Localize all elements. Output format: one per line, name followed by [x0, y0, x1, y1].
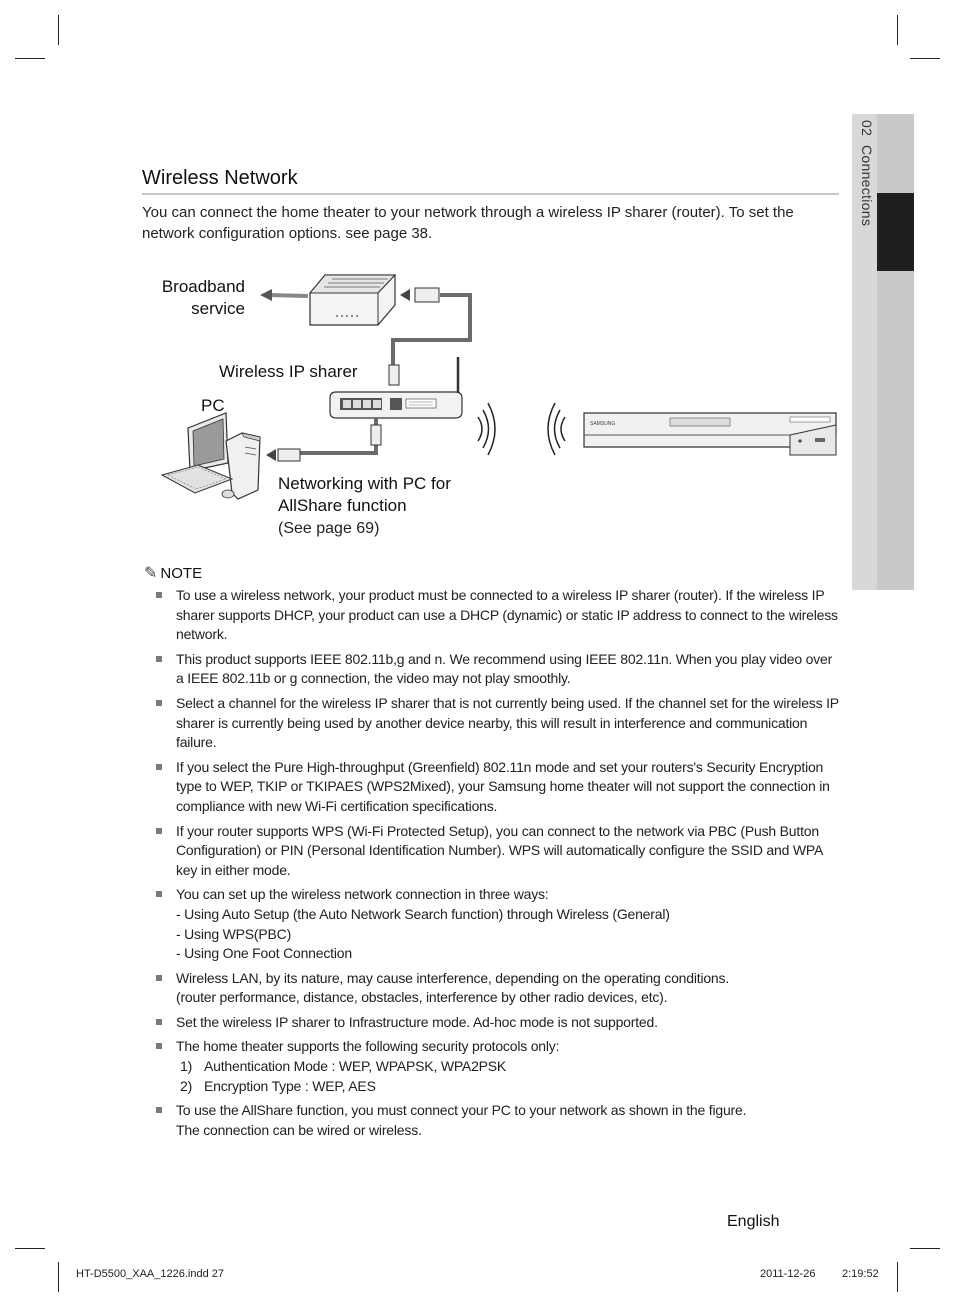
chapter-tab-marker	[877, 193, 914, 271]
label-networking-line3: (See page 69)	[278, 520, 380, 537]
crop-mark	[15, 58, 45, 59]
label-networking-line1: Networking with PC for	[278, 474, 451, 493]
label-wireless-sharer: Wireless IP sharer	[219, 362, 358, 381]
note-item	[156, 586, 842, 645]
bullet-icon	[156, 764, 162, 770]
numbered-line-text: Authentication Mode : WEP, WPAPSK, WPA2PSK	[204, 1058, 507, 1075]
label-broadband	[150, 276, 245, 320]
crop-mark	[58, 1262, 59, 1292]
note-item-text: If you select the Pure High-throughput (Greenfield) 802.11n mode and set your routers's Security Encryption type to WEP, TKIP or TKIPAES (WPS2Mixed), your Samsung home theater will not support the connection in compliance with new Wi-Fi certification specifications.	[176, 758, 830, 814]
crop-mark	[910, 58, 940, 59]
note-subline: The connection can be wired or wireless.	[176, 1121, 422, 1138]
chapter-name: Connections	[859, 144, 875, 226]
note-item-text: Set the wireless IP sharer to Infrastructure mode. Ad-hoc mode is not supported.	[176, 1013, 658, 1030]
bullet-icon	[156, 1043, 162, 1049]
note-item-text: Select a channel for the wireless IP sharer that is not currently being used. If the channel set for the wireless IP sharer is currently being used by another device nearby, this will result in interference and communication failure.	[176, 694, 839, 751]
note-heading	[144, 563, 202, 583]
diagram-illustration	[150, 265, 840, 555]
note-item-text: The home theater supports the following security protocols only:	[176, 1038, 560, 1055]
footer-date: 2011-12-26	[760, 1268, 816, 1280]
crop-mark	[15, 1248, 45, 1249]
bullet-icon	[156, 891, 162, 897]
pencil-icon: ✎	[144, 565, 158, 582]
label-broadband-line2: service	[191, 299, 245, 318]
crop-mark	[910, 1248, 940, 1249]
intro-paragraph: You can connect the home theater to your network through a wireless IP sharer (router). To set the network configuration options. see page 38.	[142, 204, 794, 242]
note-heading-text: NOTE	[160, 565, 203, 582]
note-item-text: Wireless LAN, by its nature, may cause interference, depending on the operating conditions.	[176, 969, 730, 986]
note-subline: - Using Auto Setup (the Auto Network Search function) through Wireless (General)	[176, 905, 670, 922]
bullet-icon	[156, 975, 162, 981]
numbered-line	[176, 1077, 842, 1097]
footer-language: English	[727, 1213, 780, 1230]
note-item-text: To use the AllShare function, you must connect your PC to your network as shown in the figure.	[176, 1102, 747, 1119]
note-item-text: To use a wireless network, your product must be connected to a wireless IP sharer (router). If the wireless IP sharer supports DHCP, your product can use a DHCP (dynamic) or static IP address to connect to the wireless network.	[176, 587, 838, 643]
footer-filename: HT-D5500_XAA_1226.indd 27	[76, 1268, 224, 1280]
numbered-line-text: Encryption Type : WEP, AES	[204, 1077, 376, 1094]
bullet-icon	[156, 700, 162, 706]
note-item	[156, 822, 842, 881]
note-item-text: You can set up the wireless network connection in three ways:	[176, 886, 549, 903]
wifi-signal-waves	[478, 403, 565, 455]
bullet-icon	[156, 656, 162, 662]
note-item-text: This product supports IEEE 802.11b,g and n. We recommend using IEEE 802.11n. When you play video over a IEEE 802.11b or g connection, the video may not play smoothly.	[176, 650, 833, 687]
network-diagram	[150, 265, 840, 555]
note-subline: (router performance, distance, obstacles, interference by other radio devices, etc).	[176, 989, 668, 1006]
bullet-icon	[156, 1019, 162, 1025]
chapter-label	[853, 120, 875, 290]
note-item-text: If your router supports WPS (Wi-Fi Protected Setup), you can connect to the network via PBC (Push Button Configuration) or PIN (Personal Identification Number). WPS will automatically configure the SSID and WPA key in either mode.	[176, 822, 823, 878]
bullet-icon	[156, 1107, 162, 1113]
bullet-icon	[156, 828, 162, 834]
chapter-number: 02	[859, 120, 875, 137]
list-number: 2)	[180, 1077, 193, 1094]
pc-computer	[162, 413, 260, 499]
title-rule	[142, 193, 839, 195]
note-item	[156, 758, 842, 817]
note-item	[156, 885, 842, 963]
label-pc: PC	[201, 396, 225, 415]
label-networking	[278, 473, 451, 540]
list-number: 1)	[180, 1058, 193, 1075]
home-theater-device	[584, 413, 836, 455]
note-item	[156, 1013, 842, 1033]
crop-mark	[897, 1262, 898, 1292]
crop-mark	[58, 15, 59, 45]
section-title: Wireless Network	[142, 167, 298, 189]
device-brand-label: SAMSUNG	[590, 421, 616, 427]
label-networking-line2: AllShare function	[278, 496, 407, 515]
label-broadband-line1: Broadband	[161, 277, 245, 296]
note-subline: - Using One Foot Connection	[176, 945, 352, 962]
modem-device	[310, 275, 395, 325]
note-item	[156, 1037, 842, 1096]
footer-time: 2:19:52	[842, 1268, 879, 1280]
cable-router-pc	[266, 418, 381, 461]
crop-mark	[897, 15, 898, 45]
note-item	[156, 969, 842, 1008]
note-item	[156, 1101, 842, 1140]
note-subline: - Using WPS(PBC)	[176, 925, 292, 942]
note-list	[156, 586, 842, 1145]
note-item	[156, 694, 842, 753]
broadband-arrow	[260, 289, 308, 301]
bullet-icon	[156, 592, 162, 598]
note-item	[156, 650, 842, 689]
numbered-line	[176, 1057, 842, 1077]
